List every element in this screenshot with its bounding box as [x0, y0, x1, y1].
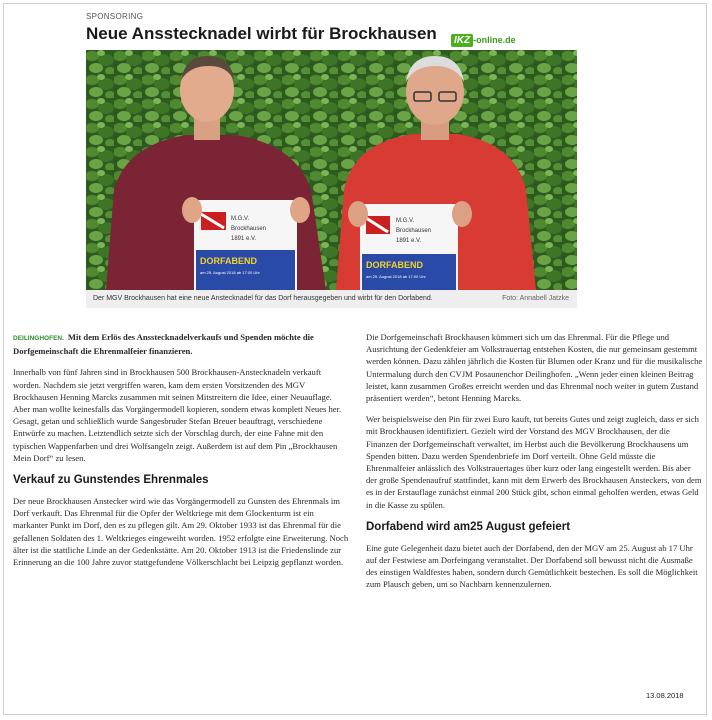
photo-caption: Der MGV Brockhausen hat eine neue Anstecknadel für das Dorf herausgegeben und wirbt für den Dorfabend. — [93, 295, 433, 302]
photo-caption-bar — [86, 290, 577, 308]
headline: Neue Ansstecknadel wirbt für Brockhausen — [86, 24, 437, 43]
subheading-dorfabend: Dorfabend wird am25 August gefeiert — [366, 520, 571, 533]
logo-mark: IKZ — [451, 34, 473, 47]
poster-event-left: DORFABEND — [200, 256, 258, 266]
article-photo — [86, 50, 577, 290]
dateline: DEILINGHOFEN. — [13, 335, 64, 342]
poster-name-left: Brockhausen — [231, 226, 267, 232]
poster-club-right: M.G.V. — [396, 218, 415, 224]
paragraph-4: Wer beispielsweise den Pin für zwei Euro kauft, tut bereits Gutes und zeigt zugleich, dass er sich mit Brockhausen identifiziert. Gezielt wird der Vorstand des MGV Brockhausen, der die Finanzen der Dorfgemeinschaft verwaltet, im Herbst auch die Bevölkerung Brockhausens um Spenden bitten. Dazu werden Spendenbriefe im Dorf verteilt. Ohne Geld müsste die Ehrenmalfeier anlässlich des Volkstrauertages über kurz oder lang eingestellt werden. Bis aber der große Spendenaufruf stattfindet, kann mit dem Erwerb des Brockhausen Ansteckers, von dem es in der Erstauflage zunächst einmal 200 Stück gibt, schon einmal geholfen werden, etwas Geld in die Kasse zu spülen. — [366, 414, 702, 510]
photo-credit: Foto: Annabell Jatzke — [502, 295, 569, 302]
poster-detail-left: am 25. August 2018 ab 17:00 Uhr — [200, 270, 260, 275]
lead-paragraph — [13, 331, 350, 357]
poster-name-right: Brockhausen — [396, 228, 432, 234]
poster-detail-right: am 25. August 2018 ab 17:00 Uhr — [366, 274, 426, 279]
category-label: SPONSORING — [86, 12, 144, 21]
paragraph-2: Der neue Brockhausen Anstecker wird wie das Vorgängermodell zu Gunsten des Ehrenmals im Dorf verkauft. Das Ehrenmal für die Opfer der Weltkriege mit dem Glockenturm ist ein markanter Punkt im Dorf, den es zu pflegen gilt. Am 29. Oktober 1933 ist das Ehrenmal für die gefallenen Soldaten des 1. Weltkrieges eingeweiht worden. 1952 erfolgte eine Erweiterung. Noch älter ist die stattliche Linde an der Gedenkstätte. Am 20. Oktober 1913 ist die Friedenslinde zur Erinnerung an die 100 Jahre zuvor stattgefundene Völkerschlacht bei Leipzig gepflanzt worden. — [13, 496, 349, 568]
paragraph-5: Eine gute Gelegenheit dazu bietet auch der Dorfabend, den der MGV am 25. August ab 17 Uhr auf der Festwiese am Dorfeingang veranstaltet. Der Dorfabend soll bewusst nicht die Ausmaße des einstigen Waldfestes haben, sondern durch Gemütlichkeit bestechen. Es soll die Möglichkeit zum Plausch geben, um so Nachbarn kennenzulernen. — [366, 542, 698, 590]
logo-domain: -online.de — [473, 35, 516, 45]
paragraph-1: Innerhalb von fünf Jahren sind in Brockhausen 500 Brockhausen-Anstecknadeln verkauft worden. Nachdem sie jetzt vergriffen waren, kam dem ersten Vorsitzenden des MGV Brockhausen Henning Marcks zusammen mit seinen Mitstreitern die Idee, einer Neuauflage. Aber man wollte keinesfalls das Vorgängermodell kopieren, sondern etwas komplett Neues her. Gesagt, getan und schließlich wurde Sangesbruder Stefan Breuer beauftragt, verschiedene Entwürfe zu machen. Letztendlich setzte sich der Vorschlag durch, der eine Fahne mit den typischen Wappenfarben und drei Wolfsangeln zeigt. Außerdem ist auf dem Pin „Brockhausen Mein Dorf“ zu lesen. — [13, 367, 342, 463]
lead-text: Mit dem Erlös des Ansstecknadelverkaufs und Spenden möchte die Dorfgemeinschaft die Ehrenmalfeier finanzieren. — [13, 332, 314, 357]
subheading-verkauf: Verkauf zu Gunstendes Ehrenmales — [13, 474, 209, 487]
article-column-left — [13, 331, 350, 577]
publication-date: 13.08.2018 — [646, 691, 684, 700]
poster-year-right: 1891 e.V. — [396, 238, 422, 244]
paragraph-3: Die Dorfgemeinschaft Brockhausen kümmert sich um das Ehrenmal. Für die Pflege und Ausrichtung der Gedenkfeier am Volkstrauertag entstehen Kosten, die nur gemeinsam gestemmt werden können. Dazu zählen jährlich die Kosten für Blumen oder Kranz und für die musikalische Untermalung durch den CVJM Posaunenchor Deilinghofen. „Wenn jeder einen kleinen Beitrag leistet, kann zusammen Großes erreicht werden und das Ehrenmal noch weiter in gutem Zustand präsentiert werden“, betont Henning Marcks. — [366, 332, 703, 404]
publisher-logo[interactable] — [451, 30, 516, 48]
poster-year-left: 1891 e.V. — [231, 236, 257, 242]
poster-club-left: M.G.V. — [231, 216, 250, 222]
poster-event-right: DORFABEND — [366, 260, 424, 270]
article-column-right — [366, 331, 703, 600]
photo-illustration — [86, 50, 577, 290]
